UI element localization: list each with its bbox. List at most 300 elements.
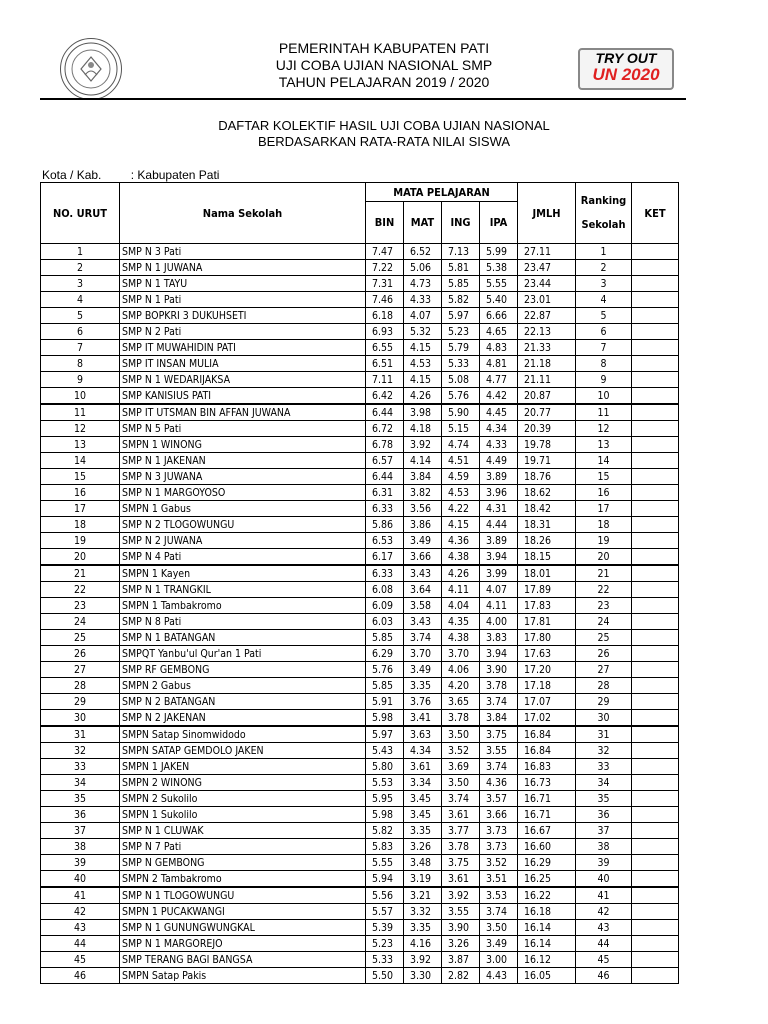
cell-ing: 2.82 xyxy=(442,968,480,984)
cell-name: SMP IT MUWAHIDIN PATI xyxy=(120,340,366,356)
cell-rank: 15 xyxy=(576,469,632,485)
table-row xyxy=(41,372,679,388)
kota-label: Kota / Kab. xyxy=(42,168,102,182)
cell-rank: 19 xyxy=(576,533,632,549)
cell-mat: 4.15 xyxy=(404,372,442,388)
cell-rank: 23 xyxy=(576,598,632,614)
cell-ket xyxy=(632,485,679,501)
cell-jmlh: 18.42 xyxy=(518,501,576,517)
cell-name: SMP N 1 JAKENAN xyxy=(120,453,366,469)
cell-no: 36 xyxy=(41,807,120,823)
cell-rank: 41 xyxy=(576,887,632,904)
table-row xyxy=(41,614,679,630)
cell-bin: 7.11 xyxy=(366,372,404,388)
cell-ipa: 4.44 xyxy=(480,517,518,533)
cell-ing: 5.08 xyxy=(442,372,480,388)
cell-mat: 3.19 xyxy=(404,871,442,888)
table-row xyxy=(41,469,679,485)
cell-ing: 3.75 xyxy=(442,855,480,871)
cell-no: 20 xyxy=(41,549,120,566)
cell-ket xyxy=(632,404,679,421)
cell-mat: 3.32 xyxy=(404,904,442,920)
cell-name: SMP N 4 Pati xyxy=(120,549,366,566)
cell-ing: 5.15 xyxy=(442,421,480,437)
cell-bin: 5.85 xyxy=(366,630,404,646)
cell-name: SMP N 1 WEDARIJAKSA xyxy=(120,372,366,388)
cell-no: 25 xyxy=(41,630,120,646)
table-row xyxy=(41,904,679,920)
cell-ipa: 3.66 xyxy=(480,807,518,823)
cell-ing: 5.76 xyxy=(442,388,480,405)
cell-rank: 43 xyxy=(576,920,632,936)
table-row xyxy=(41,678,679,694)
cell-ipa: 4.81 xyxy=(480,356,518,372)
cell-jmlh: 16.29 xyxy=(518,855,576,871)
cell-ing: 4.26 xyxy=(442,565,480,582)
cell-jmlh: 16.12 xyxy=(518,952,576,968)
cell-name: SMP BOPKRI 3 DUKUHSETI xyxy=(120,308,366,324)
cell-jmlh: 17.63 xyxy=(518,646,576,662)
cell-jmlh: 16.14 xyxy=(518,936,576,952)
cell-jmlh: 16.83 xyxy=(518,759,576,775)
cell-no: 34 xyxy=(41,775,120,791)
cell-rank: 16 xyxy=(576,485,632,501)
cell-jmlh: 20.39 xyxy=(518,421,576,437)
cell-mat: 3.56 xyxy=(404,501,442,517)
cell-bin: 5.39 xyxy=(366,920,404,936)
cell-bin: 7.22 xyxy=(366,260,404,276)
cell-jmlh: 16.25 xyxy=(518,871,576,888)
cell-ket xyxy=(632,453,679,469)
cell-bin: 5.76 xyxy=(366,662,404,678)
cell-ing: 3.92 xyxy=(442,887,480,904)
cell-ipa: 3.78 xyxy=(480,678,518,694)
table-row xyxy=(41,533,679,549)
cell-mat: 3.74 xyxy=(404,630,442,646)
cell-ipa: 5.99 xyxy=(480,244,518,260)
cell-ipa: 5.55 xyxy=(480,276,518,292)
cell-ipa: 3.74 xyxy=(480,759,518,775)
cell-bin: 5.86 xyxy=(366,517,404,533)
cell-no: 1 xyxy=(41,244,120,260)
cell-ing: 3.87 xyxy=(442,952,480,968)
cell-jmlh: 16.84 xyxy=(518,743,576,759)
cell-no: 8 xyxy=(41,356,120,372)
cell-no: 13 xyxy=(41,437,120,453)
cell-ipa: 3.94 xyxy=(480,549,518,566)
cell-bin: 6.57 xyxy=(366,453,404,469)
cell-bin: 5.98 xyxy=(366,807,404,823)
cell-name: SMPN 1 JAKEN xyxy=(120,759,366,775)
kota-separator: : xyxy=(130,168,135,182)
table-row xyxy=(41,244,679,260)
cell-mat: 3.86 xyxy=(404,517,442,533)
cell-ket xyxy=(632,356,679,372)
cell-ipa: 4.00 xyxy=(480,614,518,630)
cell-name: SMPQT Yanbu'ul Qur'an 1 Pati xyxy=(120,646,366,662)
cell-ipa: 6.66 xyxy=(480,308,518,324)
cell-name: SMP N 3 JUWANA xyxy=(120,469,366,485)
cell-jmlh: 19.78 xyxy=(518,437,576,453)
cell-jmlh: 18.76 xyxy=(518,469,576,485)
cell-name: SMP N 3 Pati xyxy=(120,244,366,260)
cell-ket xyxy=(632,469,679,485)
col-ranking-line-2: Sekolah xyxy=(581,218,626,231)
cell-rank: 13 xyxy=(576,437,632,453)
cell-ipa: 5.40 xyxy=(480,292,518,308)
cell-mat: 3.43 xyxy=(404,614,442,630)
cell-ket xyxy=(632,340,679,356)
cell-jmlh: 16.14 xyxy=(518,920,576,936)
cell-ipa: 3.75 xyxy=(480,726,518,743)
cell-rank: 9 xyxy=(576,372,632,388)
cell-no: 42 xyxy=(41,904,120,920)
cell-bin: 7.31 xyxy=(366,276,404,292)
table-row xyxy=(41,517,679,533)
cell-no: 17 xyxy=(41,501,120,517)
cell-no: 37 xyxy=(41,823,120,839)
cell-mat: 5.06 xyxy=(404,260,442,276)
cell-jmlh: 20.77 xyxy=(518,404,576,421)
cell-name: SMPN Satap Sinomwidodo xyxy=(120,726,366,743)
cell-ket xyxy=(632,743,679,759)
cell-mat: 3.41 xyxy=(404,710,442,727)
cell-rank: 38 xyxy=(576,839,632,855)
cell-rank: 14 xyxy=(576,453,632,469)
cell-rank: 6 xyxy=(576,324,632,340)
cell-mat: 3.35 xyxy=(404,920,442,936)
cell-ipa: 3.73 xyxy=(480,823,518,839)
cell-bin: 5.43 xyxy=(366,743,404,759)
cell-bin: 5.23 xyxy=(366,936,404,952)
cell-ipa: 3.74 xyxy=(480,694,518,710)
table-row xyxy=(41,356,679,372)
table-row xyxy=(41,726,679,743)
cell-bin: 5.33 xyxy=(366,952,404,968)
cell-no: 2 xyxy=(41,260,120,276)
cell-ket xyxy=(632,533,679,549)
cell-name: SMPN 2 Tambakromo xyxy=(120,871,366,888)
table-row xyxy=(41,388,679,405)
results-table xyxy=(40,182,679,984)
cell-rank: 4 xyxy=(576,292,632,308)
table-row xyxy=(41,823,679,839)
cell-bin: 5.80 xyxy=(366,759,404,775)
cell-ing: 3.50 xyxy=(442,726,480,743)
cell-ing: 5.23 xyxy=(442,324,480,340)
cell-ket xyxy=(632,952,679,968)
cell-name: SMPN 1 Tambakromo xyxy=(120,598,366,614)
cell-mat: 3.30 xyxy=(404,968,442,984)
cell-mat: 4.15 xyxy=(404,340,442,356)
col-mat: MAT xyxy=(404,202,442,244)
header-divider xyxy=(40,98,686,100)
table-row xyxy=(41,324,679,340)
cell-rank: 36 xyxy=(576,807,632,823)
cell-ipa: 3.52 xyxy=(480,855,518,871)
cell-no: 46 xyxy=(41,968,120,984)
cell-jmlh: 17.07 xyxy=(518,694,576,710)
cell-ket xyxy=(632,823,679,839)
cell-ket xyxy=(632,308,679,324)
cell-ket xyxy=(632,388,679,405)
cell-ket xyxy=(632,244,679,260)
cell-no: 4 xyxy=(41,292,120,308)
cell-rank: 12 xyxy=(576,421,632,437)
table-row xyxy=(41,646,679,662)
cell-rank: 37 xyxy=(576,823,632,839)
cell-no: 6 xyxy=(41,324,120,340)
cell-ipa: 3.84 xyxy=(480,710,518,727)
cell-ket xyxy=(632,598,679,614)
cell-rank: 30 xyxy=(576,710,632,727)
kota-kab-field xyxy=(42,168,219,182)
cell-mat: 3.48 xyxy=(404,855,442,871)
cell-ing: 3.90 xyxy=(442,920,480,936)
cell-jmlh: 23.01 xyxy=(518,292,576,308)
cell-ket xyxy=(632,968,679,984)
cell-ipa: 4.31 xyxy=(480,501,518,517)
cell-name: SMP N 1 TLOGOWUNGU xyxy=(120,887,366,904)
cell-ing: 5.85 xyxy=(442,276,480,292)
table-row xyxy=(41,662,679,678)
cell-name: SMP N 1 TRANGKIL xyxy=(120,582,366,598)
table-row xyxy=(41,276,679,292)
cell-jmlh: 16.67 xyxy=(518,823,576,839)
cell-ing: 5.97 xyxy=(442,308,480,324)
cell-ing: 4.35 xyxy=(442,614,480,630)
cell-jmlh: 22.13 xyxy=(518,324,576,340)
header-line-2: UJI COBA UJIAN NASIONAL SMP xyxy=(275,57,493,73)
col-ing: ING xyxy=(442,202,480,244)
cell-rank: 3 xyxy=(576,276,632,292)
cell-bin: 6.08 xyxy=(366,582,404,598)
cell-ket xyxy=(632,791,679,807)
cell-rank: 7 xyxy=(576,340,632,356)
cell-rank: 44 xyxy=(576,936,632,952)
cell-ket xyxy=(632,276,679,292)
cell-jmlh: 16.18 xyxy=(518,904,576,920)
cell-ing: 3.26 xyxy=(442,936,480,952)
cell-rank: 2 xyxy=(576,260,632,276)
cell-name: SMP N GEMBONG xyxy=(120,855,366,871)
table-row xyxy=(41,582,679,598)
cell-bin: 5.57 xyxy=(366,904,404,920)
cell-mat: 4.14 xyxy=(404,453,442,469)
cell-no: 9 xyxy=(41,372,120,388)
table-row xyxy=(41,437,679,453)
cell-bin: 5.95 xyxy=(366,791,404,807)
cell-mat: 6.52 xyxy=(404,244,442,260)
cell-bin: 6.93 xyxy=(366,324,404,340)
cell-ipa: 4.77 xyxy=(480,372,518,388)
cell-bin: 6.31 xyxy=(366,485,404,501)
cell-jmlh: 16.71 xyxy=(518,791,576,807)
cell-ing: 3.61 xyxy=(442,871,480,888)
cell-bin: 6.09 xyxy=(366,598,404,614)
cell-name: SMP N 1 MARGOYOSO xyxy=(120,485,366,501)
cell-name: SMPN 1 Kayen xyxy=(120,565,366,582)
cell-ing: 4.59 xyxy=(442,469,480,485)
cell-name: SMPN 1 WINONG xyxy=(120,437,366,453)
cell-jmlh: 17.02 xyxy=(518,710,576,727)
table-row xyxy=(41,565,679,582)
cell-rank: 40 xyxy=(576,871,632,888)
cell-no: 16 xyxy=(41,485,120,501)
cell-rank: 5 xyxy=(576,308,632,324)
cell-rank: 22 xyxy=(576,582,632,598)
table-row xyxy=(41,630,679,646)
cell-rank: 34 xyxy=(576,775,632,791)
cell-mat: 3.49 xyxy=(404,662,442,678)
cell-no: 38 xyxy=(41,839,120,855)
cell-mat: 3.45 xyxy=(404,807,442,823)
cell-name: SMP N 8 Pati xyxy=(120,614,366,630)
cell-mat: 3.26 xyxy=(404,839,442,855)
cell-ing: 4.11 xyxy=(442,582,480,598)
cell-ing: 5.90 xyxy=(442,404,480,421)
cell-ipa: 3.83 xyxy=(480,630,518,646)
cell-ket xyxy=(632,260,679,276)
cell-mat: 3.61 xyxy=(404,759,442,775)
cell-name: SMP N 5 Pati xyxy=(120,421,366,437)
cell-ket xyxy=(632,839,679,855)
cell-rank: 17 xyxy=(576,501,632,517)
cell-bin: 5.94 xyxy=(366,871,404,888)
cell-no: 7 xyxy=(41,340,120,356)
cell-name: SMP N 2 Pati xyxy=(120,324,366,340)
cell-ing: 4.04 xyxy=(442,598,480,614)
cell-ket xyxy=(632,759,679,775)
cell-rank: 1 xyxy=(576,244,632,260)
cell-ipa: 3.51 xyxy=(480,871,518,888)
cell-bin: 6.33 xyxy=(366,565,404,582)
cell-ipa: 4.83 xyxy=(480,340,518,356)
cell-name: SMPN 1 PUCAKWANGI xyxy=(120,904,366,920)
cell-no: 10 xyxy=(41,388,120,405)
cell-jmlh: 17.83 xyxy=(518,598,576,614)
col-mata-pelajaran: MATA PELAJARAN xyxy=(366,183,518,202)
cell-ing: 4.51 xyxy=(442,453,480,469)
cell-ipa: 4.07 xyxy=(480,582,518,598)
cell-no: 12 xyxy=(41,421,120,437)
table-row xyxy=(41,855,679,871)
cell-ket xyxy=(632,565,679,582)
cell-name: SMP N 2 JUWANA xyxy=(120,533,366,549)
cell-jmlh: 17.18 xyxy=(518,678,576,694)
cell-ipa: 3.74 xyxy=(480,904,518,920)
cell-no: 3 xyxy=(41,276,120,292)
table-row xyxy=(41,308,679,324)
cell-jmlh: 17.20 xyxy=(518,662,576,678)
cell-ket xyxy=(632,694,679,710)
cell-ing: 5.82 xyxy=(442,292,480,308)
table-row xyxy=(41,968,679,984)
cell-name: SMPN 1 Gabus xyxy=(120,501,366,517)
cell-jmlh: 16.05 xyxy=(518,968,576,984)
cell-mat: 4.07 xyxy=(404,308,442,324)
cell-jmlh: 16.60 xyxy=(518,839,576,855)
cell-ket xyxy=(632,807,679,823)
cell-name: SMP N 1 GUNUNGWUNGKAL xyxy=(120,920,366,936)
cell-ing: 3.52 xyxy=(442,743,480,759)
cell-ing: 3.74 xyxy=(442,791,480,807)
cell-ing: 4.38 xyxy=(442,630,480,646)
cell-name: SMPN SATAP GEMDOLO JAKEN xyxy=(120,743,366,759)
cell-no: 14 xyxy=(41,453,120,469)
cell-ket xyxy=(632,936,679,952)
cell-mat: 3.45 xyxy=(404,791,442,807)
cell-bin: 5.56 xyxy=(366,887,404,904)
cell-rank: 28 xyxy=(576,678,632,694)
cell-no: 28 xyxy=(41,678,120,694)
cell-ing: 5.81 xyxy=(442,260,480,276)
cell-mat: 3.66 xyxy=(404,549,442,566)
cell-ipa: 4.43 xyxy=(480,968,518,984)
cell-rank: 26 xyxy=(576,646,632,662)
cell-jmlh: 16.71 xyxy=(518,807,576,823)
cell-jmlh: 17.81 xyxy=(518,614,576,630)
cell-ing: 3.61 xyxy=(442,807,480,823)
cell-ing: 4.06 xyxy=(442,662,480,678)
header-line-3: TAHUN PELAJARAN 2019 / 2020 xyxy=(278,74,490,90)
table-row xyxy=(41,920,679,936)
col-ket: KET xyxy=(632,183,679,244)
cell-bin: 5.82 xyxy=(366,823,404,839)
cell-no: 32 xyxy=(41,743,120,759)
table-row xyxy=(41,598,679,614)
cell-jmlh: 18.62 xyxy=(518,485,576,501)
cell-ipa: 3.89 xyxy=(480,469,518,485)
table-row xyxy=(41,887,679,904)
cell-no: 35 xyxy=(41,791,120,807)
cell-mat: 3.58 xyxy=(404,598,442,614)
cell-mat: 3.82 xyxy=(404,485,442,501)
cell-bin: 6.72 xyxy=(366,421,404,437)
cell-rank: 39 xyxy=(576,855,632,871)
cell-no: 45 xyxy=(41,952,120,968)
table-row xyxy=(41,340,679,356)
cell-ipa: 3.53 xyxy=(480,887,518,904)
cell-mat: 4.26 xyxy=(404,388,442,405)
cell-ipa: 3.99 xyxy=(480,565,518,582)
cell-ket xyxy=(632,501,679,517)
cell-ket xyxy=(632,292,679,308)
cell-mat: 3.35 xyxy=(404,823,442,839)
cell-jmlh: 23.47 xyxy=(518,260,576,276)
cell-bin: 5.83 xyxy=(366,839,404,855)
cell-ing: 7.13 xyxy=(442,244,480,260)
cell-mat: 4.34 xyxy=(404,743,442,759)
cell-ket xyxy=(632,549,679,566)
cell-bin: 6.18 xyxy=(366,308,404,324)
document-title-line-1: DAFTAR KOLEKTIF HASIL UJI COBA UJIAN NASIONAL xyxy=(218,118,550,133)
table-row xyxy=(41,421,679,437)
table-row xyxy=(41,791,679,807)
cell-rank: 21 xyxy=(576,565,632,582)
cell-ing: 4.53 xyxy=(442,485,480,501)
cell-bin: 6.78 xyxy=(366,437,404,453)
cell-mat: 3.35 xyxy=(404,678,442,694)
cell-ket xyxy=(632,421,679,437)
cell-name: SMP RF GEMBONG xyxy=(120,662,366,678)
cell-jmlh: 16.84 xyxy=(518,726,576,743)
cell-ket xyxy=(632,662,679,678)
cell-mat: 3.98 xyxy=(404,404,442,421)
cell-ipa: 3.55 xyxy=(480,743,518,759)
col-bin: BIN xyxy=(366,202,404,244)
cell-jmlh: 16.73 xyxy=(518,775,576,791)
